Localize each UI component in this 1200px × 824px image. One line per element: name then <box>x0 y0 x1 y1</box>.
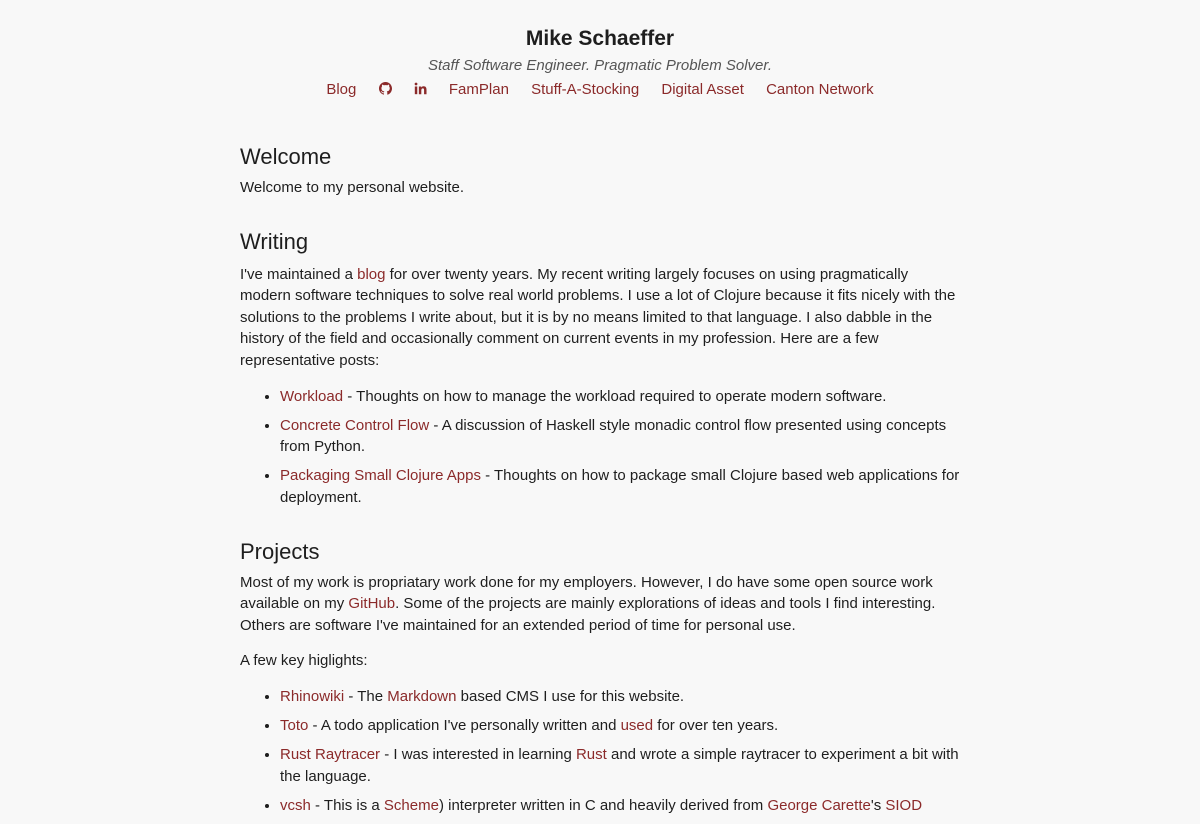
post-link-packaging-small-clojure-apps[interactable]: Packaging Small Clojure Apps <box>280 467 481 485</box>
writing-heading: Writing <box>240 228 309 254</box>
projects-list <box>240 686 960 816</box>
projects-section <box>240 538 960 817</box>
main-content <box>240 140 960 824</box>
project-link-rhinowiki[interactable]: Rhinowiki <box>280 687 345 705</box>
scheme-link[interactable]: Scheme <box>383 796 439 814</box>
list-item <box>280 465 960 508</box>
github-link[interactable]: GitHub <box>348 595 396 613</box>
welcome-text: Welcome to my personal website. <box>240 179 464 196</box>
post-description: - Thoughts on how to manage the workload required to operate modern software. <box>343 387 887 405</box>
posts-list <box>240 386 960 509</box>
nav-famplan-link[interactable]: FamPlan <box>448 81 509 99</box>
project-link-rust-raytracer[interactable]: Rust Raytracer <box>280 746 381 764</box>
site-tagline: Staff Software Engineer. Pragmatic Problem Solver. <box>427 57 773 74</box>
project-text: - I was interested in learning <box>380 746 576 764</box>
projects-heading: Projects <box>240 538 320 564</box>
nav-digital-asset-link[interactable]: Digital Asset <box>661 81 744 99</box>
site-header <box>0 0 1200 100</box>
nav-canton-network-link[interactable]: Canton Network <box>766 81 874 99</box>
nav-blog-link[interactable]: Blog <box>326 81 357 99</box>
project-text: 's <box>870 796 886 814</box>
nav-linkedin-link[interactable] <box>414 80 427 100</box>
list-item <box>280 795 960 817</box>
list-item <box>280 744 960 787</box>
project-link-toto[interactable]: Toto <box>280 717 309 734</box>
highlights-label: A few key higlights: <box>240 652 368 670</box>
welcome-section <box>240 143 960 199</box>
project-text: for over ten years. <box>653 717 779 734</box>
post-description: - Thoughts on how to package small Clojure based web applications for deployment. <box>280 467 960 506</box>
site-title: Mike Schaeffer <box>525 27 675 50</box>
list-item <box>280 715 960 737</box>
list-item <box>280 686 960 708</box>
projects-intro-text: . Some of the projects are mainly explorations of ideas and tools I find interesting. Others are software I've maintained for an extended period of time for personal use. <box>240 595 936 634</box>
welcome-heading: Welcome <box>240 144 332 169</box>
top-nav <box>0 80 1200 100</box>
project-text: - This is a <box>310 796 384 814</box>
blog-link[interactable]: blog <box>357 265 386 283</box>
list-item <box>280 386 960 408</box>
writing-intro-text: I've maintained a <box>240 265 358 283</box>
used-link[interactable]: used <box>620 717 654 734</box>
projects-intro-text: Most of my work is propriatary work done for my employers. However, I do have some open source work available on my <box>240 573 933 613</box>
nav-stuff-a-stocking-link[interactable]: Stuff-A-Stocking <box>531 81 640 99</box>
project-text: - A todo application I've personally written and <box>308 717 621 734</box>
markdown-link[interactable]: Markdown <box>387 687 457 705</box>
writing-intro-text: for over twenty years. My recent writing largely focuses on using pragmatically modern software techniques to solve real world problems. I use a lot of Clojure because it fits nicely with the solutions to the problems I write about, but it is by no means limited to that language. I also dabble in the history of the field and occasionally comment on current events in my profession. Here are a few representative posts: <box>240 265 956 369</box>
project-text: based CMS I use for this website. <box>456 687 685 705</box>
post-description: - A discussion of Haskell style monadic control flow presented using concepts from Python. <box>280 416 947 456</box>
project-text: and wrote a simple raytracer to experiment a bit with the language. <box>280 746 959 785</box>
project-text: - The <box>344 687 388 705</box>
project-link-vcsh[interactable]: vcsh <box>280 796 311 814</box>
writing-intro <box>240 264 960 372</box>
linkedin-icon <box>414 82 427 95</box>
george-carette-link[interactable]: George Carette <box>767 796 871 814</box>
projects-intro <box>240 572 960 637</box>
post-link-workload[interactable]: Workload <box>280 387 344 405</box>
github-icon <box>379 82 392 95</box>
project-text: ) interpreter written in C and heavily derived from <box>438 796 768 814</box>
rust-link[interactable]: Rust <box>575 746 607 764</box>
list-item <box>280 415 960 458</box>
post-link-concrete-control-flow[interactable]: Concrete Control Flow <box>280 416 430 434</box>
siod-link[interactable]: SIOD <box>885 796 923 814</box>
writing-section <box>240 228 960 509</box>
nav-github-link[interactable] <box>379 80 392 100</box>
